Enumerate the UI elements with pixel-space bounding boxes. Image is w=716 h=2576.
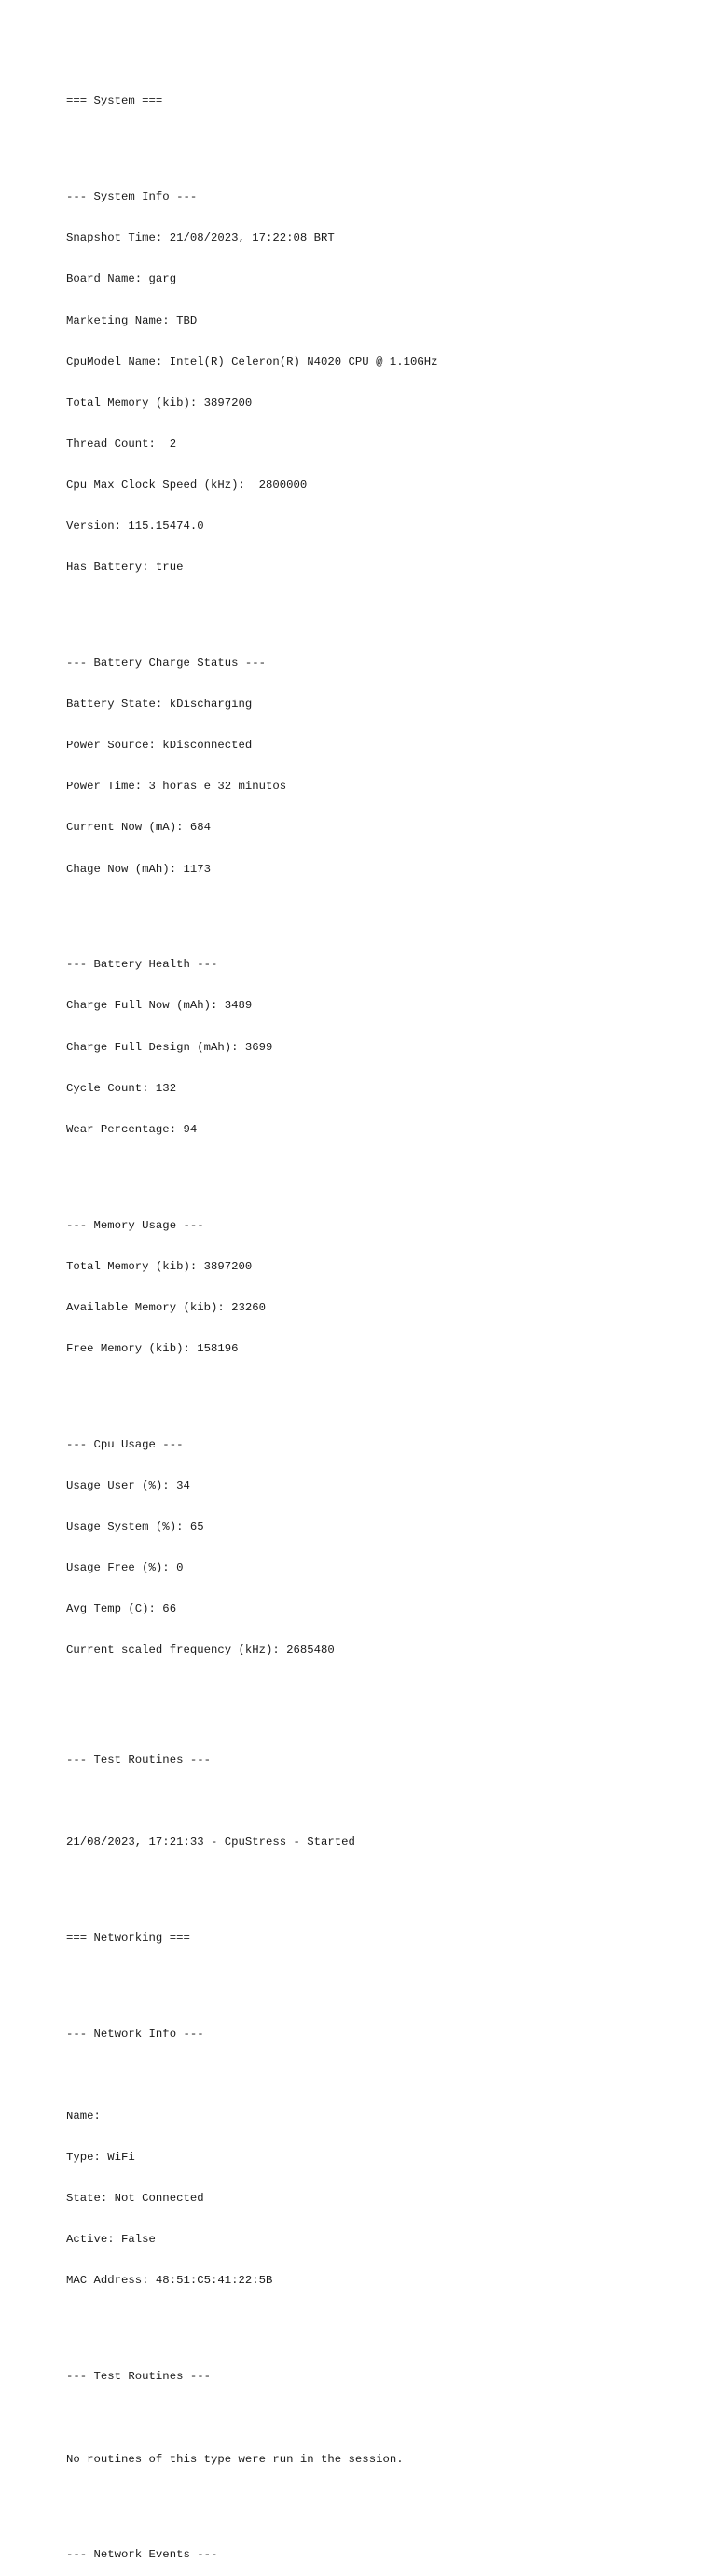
battery-health-header: --- Battery Health ---: [66, 958, 218, 972]
log-line: Cycle Count: 132: [66, 1081, 177, 1095]
log-line: MAC Address: 48:51:C5:41:22:5B: [66, 2274, 273, 2288]
diagnostics-log: [66, 67, 700, 2576]
test-routine-entry: No routines of this type were run in the session.: [66, 2452, 404, 2466]
log-line: Usage User (%): 34: [66, 1478, 190, 1492]
log-line: Snapshot Time: 21/08/2023, 17:22:08 BRT: [66, 231, 335, 245]
log-line: Current scaled frequency (kHz): 2685480: [66, 1643, 335, 1657]
system-info-header: --- System Info ---: [66, 190, 198, 204]
network-events-header: --- Network Events ---: [66, 2548, 218, 2562]
log-line: Usage System (%): 65: [66, 1520, 204, 1534]
system-test-routines-header: --- Test Routines ---: [66, 1752, 211, 1766]
log-line: Name:: [66, 2110, 101, 2124]
log-line: Current Now (mA): 684: [66, 821, 211, 835]
memory-usage-header: --- Memory Usage ---: [66, 1218, 204, 1232]
system-title: === System ===: [66, 94, 163, 108]
log-line: Cpu Max Clock Speed (kHz): 2800000: [66, 478, 308, 492]
log-line: Battery State: kDischarging: [66, 698, 253, 712]
log-line: Version: 115.15474.0: [66, 519, 204, 533]
network-test-routines-header: --- Test Routines ---: [66, 2370, 211, 2384]
log-line: Board Name: garg: [66, 272, 177, 286]
log-line: Power Time: 3 horas e 32 minutos: [66, 780, 287, 794]
log-line: Wear Percentage: 94: [66, 1122, 198, 1136]
log-line: State: Not Connected: [66, 2192, 204, 2206]
network-info-header: --- Network Info ---: [66, 2027, 204, 2041]
log-line: Usage Free (%): 0: [66, 1561, 184, 1575]
log-line: Avg Temp (C): 66: [66, 1602, 177, 1616]
log-line: Charge Full Now (mAh): 3489: [66, 999, 253, 1013]
log-line: Charge Full Design (mAh): 3699: [66, 1040, 273, 1054]
log-line: Has Battery: true: [66, 561, 184, 575]
log-line: Type: WiFi: [66, 2151, 135, 2165]
cpu-usage-header: --- Cpu Usage ---: [66, 1437, 184, 1451]
battery-charge-header: --- Battery Charge Status ---: [66, 657, 267, 671]
log-line: Free Memory (kib): 158196: [66, 1341, 239, 1355]
log-line: Total Memory (kib): 3897200: [66, 395, 253, 409]
log-line: Total Memory (kib): 3897200: [66, 1259, 253, 1273]
networking-title: === Networking ===: [66, 1931, 190, 1945]
log-line: Active: False: [66, 2233, 156, 2247]
log-line: Thread Count: 2: [66, 436, 177, 450]
log-line: Available Memory (kib): 23260: [66, 1300, 267, 1314]
log-line: Power Source: kDisconnected: [66, 739, 253, 753]
log-line: Marketing Name: TBD: [66, 313, 198, 327]
log-line: Chage Now (mAh): 1173: [66, 862, 211, 876]
log-line: CpuModel Name: Intel(R) Celeron(R) N4020 CPU @ 1.10GHz: [66, 354, 438, 368]
test-routine-entry: 21/08/2023, 17:21:33 - CpuStress - Started: [66, 1835, 355, 1849]
